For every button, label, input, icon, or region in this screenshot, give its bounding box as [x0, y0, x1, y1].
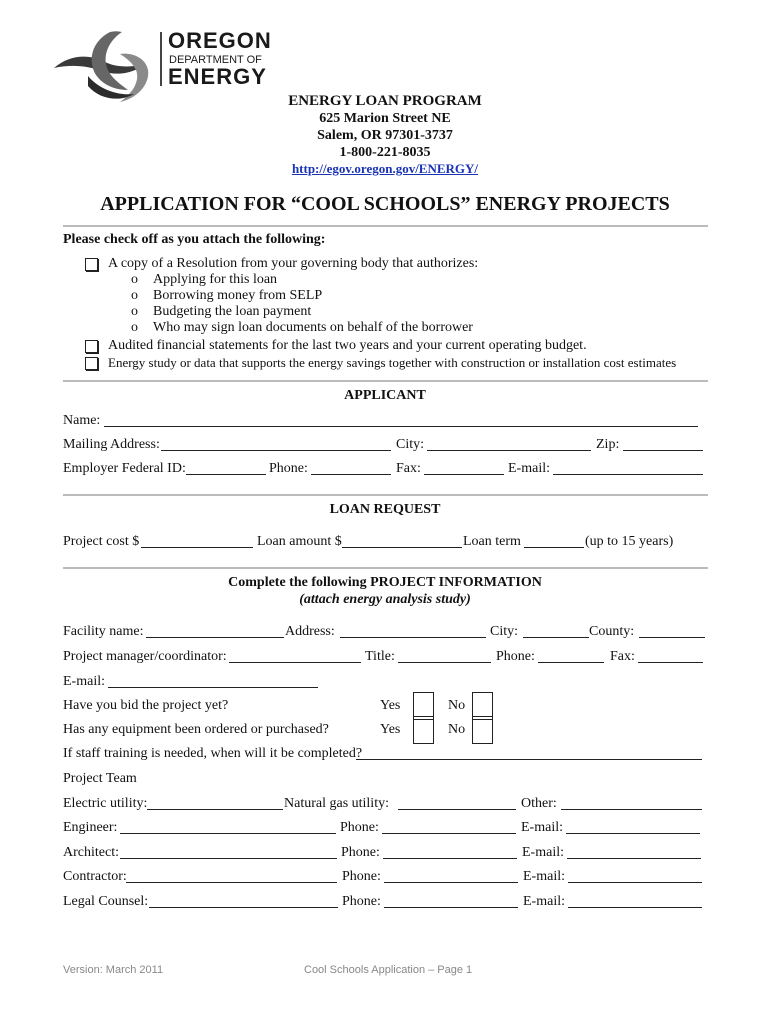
team-end-label: E-mail: — [523, 869, 565, 884]
team-role-label: Architect: — [63, 845, 119, 860]
checklist-item-energy-study: Energy study or data that supports the energy savings together with construction or installation cost estimates — [108, 355, 677, 370]
team-mid-label: Phone: — [342, 869, 381, 884]
sub-bullet: o — [131, 320, 138, 335]
section-rule — [63, 567, 708, 569]
project-manager-field[interactable] — [229, 662, 361, 663]
manager-fax-label: Fax: — [610, 649, 635, 664]
team-mid-label: Phone: — [341, 845, 380, 860]
team-end-label: E-mail: — [522, 845, 564, 860]
gas-utility-field[interactable] — [398, 809, 516, 810]
team-end-label: Other: — [521, 796, 557, 811]
loan-amount-label: Loan amount $ — [257, 534, 342, 549]
manager-phone-label: Phone: — [496, 649, 535, 664]
facility-address-field[interactable] — [340, 637, 486, 638]
form-title: APPLICATION FOR “COOL SCHOOLS” ENERGY PROJECTS — [100, 193, 670, 215]
loan-amount-field[interactable] — [342, 547, 462, 548]
street-address: 625 Marion Street NE — [319, 111, 451, 126]
applicant-fax-label: Fax: — [396, 461, 421, 476]
applicant-heading: APPLICANT — [344, 388, 426, 403]
checklist-item-resolution: A copy of a Resolution from your governing body that authorizes: — [108, 256, 479, 271]
training-question: If staff training is needed, when will it be completed? — [63, 746, 363, 761]
team-role-label: Legal Counsel: — [63, 894, 149, 909]
equipment-no-label: No — [448, 722, 466, 737]
project-info-heading: Complete the following PROJECT INFORMATION — [228, 575, 542, 590]
facility-address-label: Address: — [285, 624, 335, 639]
facility-county-label: County: — [589, 624, 635, 639]
employer-id-label: Employer Federal ID: — [63, 461, 186, 476]
project-manager-label: Project manager/coordinator: — [63, 649, 227, 664]
phone-number: 1-800-221-8035 — [339, 145, 431, 160]
team-role-label: Engineer: — [63, 820, 118, 835]
facility-county-field[interactable] — [639, 637, 705, 638]
contractor-phone-field[interactable] — [384, 882, 518, 883]
applicant-fax-field[interactable] — [424, 474, 504, 475]
architect-field[interactable] — [120, 858, 337, 859]
zip-field[interactable] — [623, 450, 703, 451]
version-text: Version: March 2011 — [63, 964, 164, 976]
zip-label: Zip: — [596, 437, 620, 452]
employer-id-field[interactable] — [186, 474, 266, 475]
subitem-signers: Who may sign loan documents on behalf of the borrower — [153, 320, 473, 335]
mailing-address-label: Mailing Address: — [63, 437, 160, 452]
loan-term-note: (up to 15 years) — [585, 534, 674, 549]
project-info-subheading: (attach energy analysis study) — [299, 592, 471, 607]
applicant-email-label: E-mail: — [508, 461, 550, 476]
legal-counsel-phone-field[interactable] — [384, 907, 518, 908]
engineer-email-field[interactable] — [566, 833, 700, 834]
checklist-item-financials: Audited financial statements for the last two years and your current operating budget. — [108, 338, 587, 353]
applicant-phone-field[interactable] — [311, 474, 391, 475]
training-field[interactable] — [356, 759, 702, 760]
engineer-phone-field[interactable] — [382, 833, 516, 834]
applicant-phone-label: Phone: — [269, 461, 308, 476]
manager-phone-field[interactable] — [538, 662, 604, 663]
city-field[interactable] — [427, 450, 591, 451]
contractor-field[interactable] — [126, 882, 337, 883]
checkbox-financials[interactable] — [85, 340, 98, 353]
engineer-field[interactable] — [120, 833, 336, 834]
checkbox-energy-study[interactable] — [85, 357, 98, 370]
logo-department: DEPARTMENT OF — [169, 54, 262, 66]
section-rule — [63, 380, 708, 382]
manager-fax-field[interactable] — [638, 662, 703, 663]
team-end-label: E-mail: — [523, 894, 565, 909]
facility-name-field[interactable] — [146, 637, 284, 638]
legal-counsel-email-field[interactable] — [568, 907, 702, 908]
team-mid-label: Phone: — [342, 894, 381, 909]
loan-term-field[interactable] — [524, 547, 584, 548]
facility-name-label: Facility name: — [63, 624, 144, 639]
sub-bullet: o — [131, 288, 138, 303]
facility-city-field[interactable] — [523, 637, 589, 638]
website-link[interactable]: http://egov.oregon.gov/ENERGY/ — [291, 161, 479, 176]
bid-question: Have you bid the project yet? — [63, 698, 229, 713]
applicant-email-field[interactable] — [553, 474, 703, 475]
program-name: ENERGY LOAN PROGRAM — [288, 93, 482, 109]
facility-city-label: City: — [490, 624, 519, 639]
team-mid-label: Natural gas utility: — [284, 796, 389, 811]
electric-utility-field[interactable] — [147, 809, 283, 810]
loan-request-heading: LOAN REQUEST — [329, 502, 441, 517]
manager-title-label: Title: — [365, 649, 395, 664]
project-cost-field[interactable] — [141, 547, 253, 548]
sub-bullet: o — [131, 272, 138, 287]
equipment-question: Has any equipment been ordered or purchased? — [63, 722, 329, 737]
project-team-label: Project Team — [63, 771, 137, 786]
equipment-no-checkbox[interactable] — [472, 716, 493, 744]
city-address: Salem, OR 97301-3737 — [317, 128, 453, 143]
logo-oregon: OREGON — [168, 28, 272, 53]
legal-counsel-field[interactable] — [149, 907, 338, 908]
checkbox-resolution[interactable] — [85, 258, 98, 271]
architect-email-field[interactable] — [567, 858, 701, 859]
loan-term-label: Loan term — [463, 534, 521, 549]
subitem-borrowing: Borrowing money from SELP — [153, 288, 323, 303]
team-role-label: Electric utility: — [63, 796, 148, 811]
other-utility-field[interactable] — [561, 809, 702, 810]
logo-energy: ENERGY — [168, 64, 267, 89]
mailing-address-field[interactable] — [161, 450, 391, 451]
sub-bullet: o — [131, 304, 138, 319]
bid-no-label: No — [448, 698, 466, 713]
team-end-label: E-mail: — [521, 820, 563, 835]
equipment-yes-checkbox[interactable] — [413, 716, 434, 744]
page-number-text: Cool Schools Application – Page 1 — [304, 964, 473, 976]
title-rule — [63, 225, 708, 227]
contractor-email-field[interactable] — [568, 882, 702, 883]
subitem-applying: Applying for this loan — [153, 272, 278, 287]
name-field[interactable] — [104, 426, 698, 427]
checklist-heading: Please check off as you attach the following: — [63, 232, 326, 247]
project-cost-label: Project cost $ — [63, 534, 140, 549]
architect-phone-field[interactable] — [383, 858, 517, 859]
city-label: City: — [396, 437, 425, 452]
equipment-yes-label: Yes — [380, 722, 401, 737]
project-email-label: E-mail: — [63, 674, 105, 689]
manager-title-field[interactable] — [398, 662, 491, 663]
subitem-budgeting: Budgeting the loan payment — [153, 304, 312, 319]
team-mid-label: Phone: — [340, 820, 379, 835]
name-label: Name: — [63, 413, 101, 428]
logo-divider — [160, 32, 162, 86]
bid-yes-label: Yes — [380, 698, 401, 713]
project-email-field[interactable] — [108, 687, 318, 688]
team-role-label: Contractor: — [63, 869, 127, 884]
section-rule — [63, 494, 708, 496]
